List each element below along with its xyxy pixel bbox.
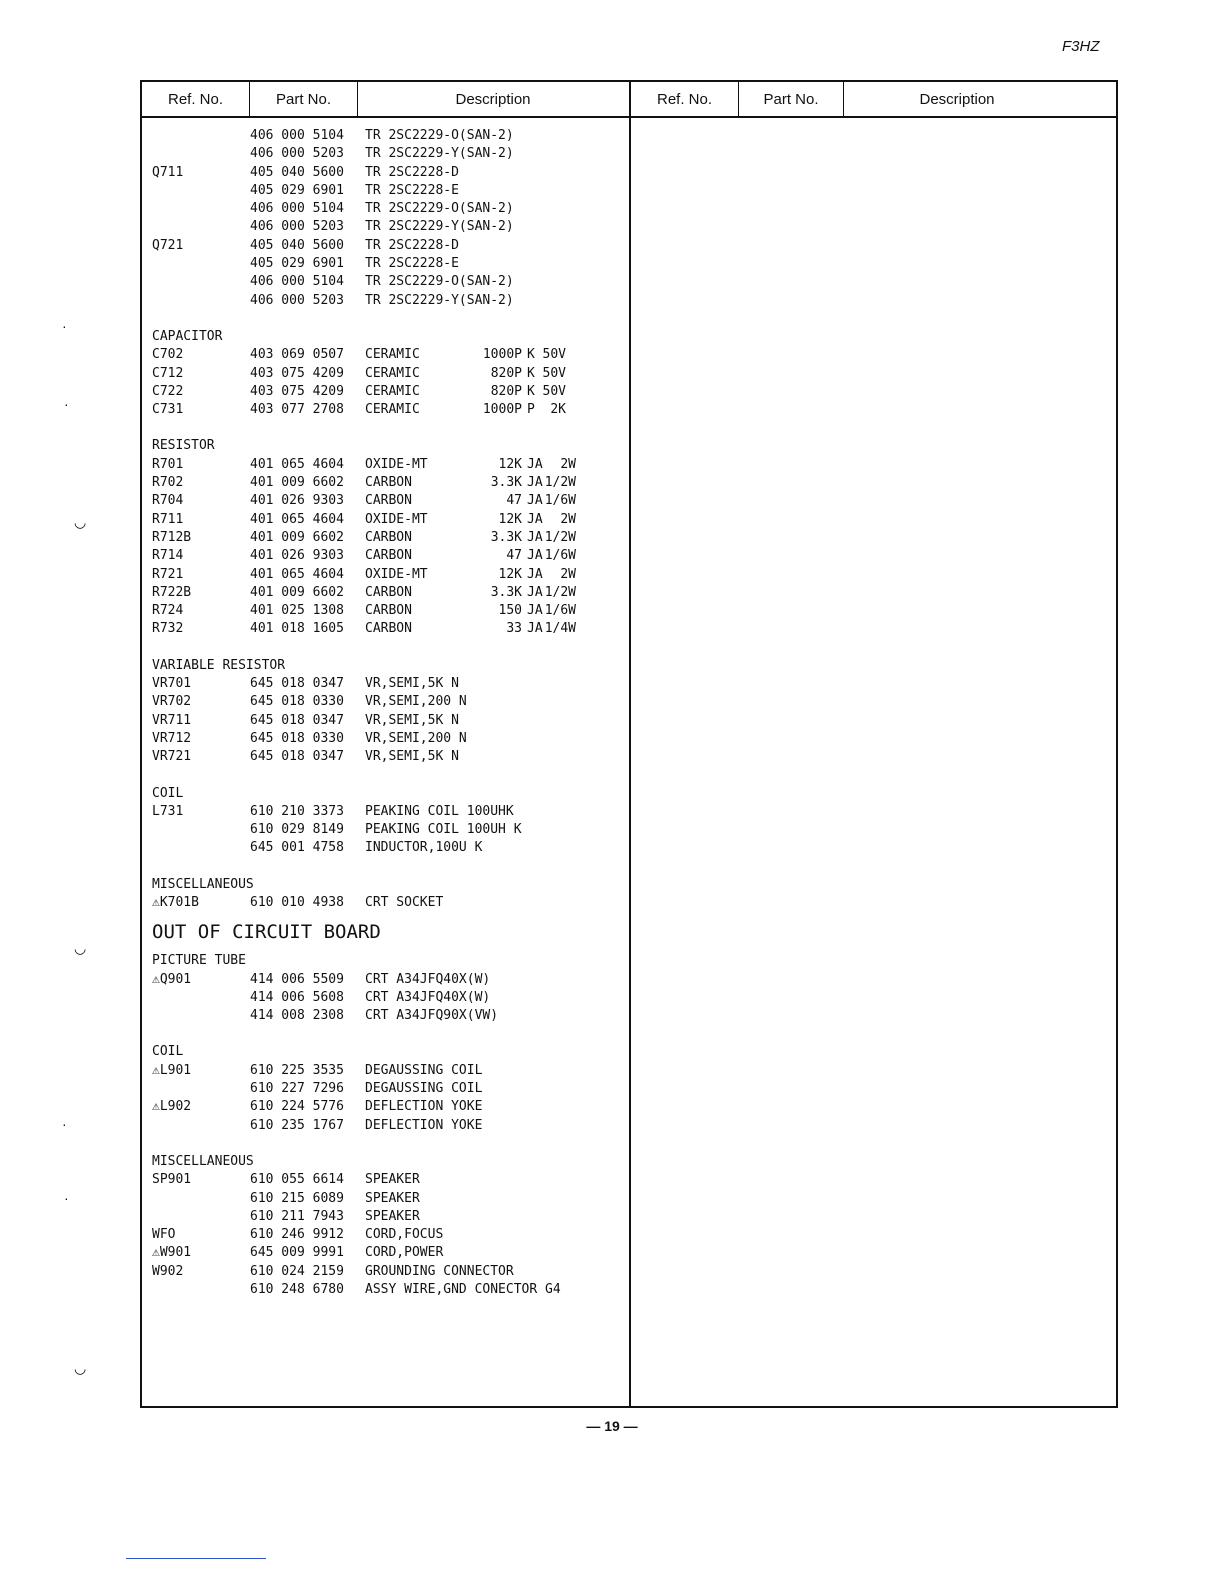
part-no: 414 006 5608 — [250, 989, 344, 1005]
part-no: 401 065 4604 — [250, 566, 344, 582]
ref-no: ⚠Q901 — [152, 971, 192, 987]
part-no: 610 010 4938 — [250, 894, 344, 910]
description: VR,SEMI,5K N — [365, 676, 459, 692]
description: CARBON — [365, 621, 412, 637]
section-heading: CAPACITOR — [152, 328, 223, 344]
ref-no: R732 — [152, 621, 184, 637]
description: TR 2SC2229-O(SAN-2) — [365, 201, 514, 217]
scan-mark: ◡ — [74, 514, 87, 530]
tolerance: K — [527, 347, 535, 363]
tolerance: K — [527, 365, 535, 381]
part-no: 610 055 6614 — [250, 1172, 344, 1188]
ref-no: VR712 — [152, 730, 192, 746]
description: CARBON — [365, 603, 412, 619]
part-row — [152, 675, 622, 693]
part-no: 610 211 7943 — [250, 1208, 344, 1224]
section-heading: MISCELLANEOUS — [152, 876, 254, 892]
page-number: — 19 — — [586, 1418, 638, 1434]
part-row — [152, 511, 622, 529]
part-no: 610 029 8149 — [250, 822, 344, 838]
header-ref-left: Ref. No. — [167, 90, 224, 108]
part-row — [152, 839, 622, 857]
part-no: 610 224 5776 — [250, 1099, 344, 1115]
ref-no: ⚠L901 — [152, 1062, 192, 1078]
value: 1000P — [482, 347, 522, 363]
description: OXIDE-MT — [365, 511, 428, 527]
part-row — [152, 492, 622, 510]
scan-mark: · — [62, 1116, 67, 1132]
part-no: 406 000 5104 — [250, 274, 344, 290]
part-no: 610 225 3535 — [250, 1062, 344, 1078]
tolerance: JA — [527, 511, 543, 527]
ref-no: Q711 — [152, 164, 184, 180]
description: CORD,POWER — [365, 1245, 444, 1261]
description: SPEAKER — [365, 1208, 420, 1224]
part-no: 645 018 0330 — [250, 730, 344, 746]
part-row — [152, 803, 622, 821]
tolerance: P — [527, 402, 535, 418]
part-row — [152, 693, 622, 711]
part-row — [152, 1281, 622, 1299]
section-heading: PICTURE TUBE — [152, 953, 246, 969]
description: VR,SEMI,200 N — [365, 694, 467, 710]
part-no: 414 008 2308 — [250, 1008, 344, 1024]
part-no: 403 077 2708 — [250, 402, 344, 418]
ref-no: VR702 — [152, 694, 192, 710]
part-no: 610 246 9912 — [250, 1227, 344, 1243]
description: GROUNDING CONNECTOR — [365, 1263, 514, 1279]
ref-no: C702 — [152, 347, 184, 363]
tolerance: JA — [527, 493, 543, 509]
description: PEAKING COIL 100UHK — [365, 803, 514, 819]
part-no: 610 210 3373 — [250, 803, 344, 819]
ref-no: Q721 — [152, 237, 184, 253]
part-row — [152, 620, 622, 638]
section-heading: COIL — [152, 1044, 184, 1060]
scan-mark: ◡ — [74, 940, 87, 956]
spacer — [152, 419, 622, 437]
part-no: 610 248 6780 — [250, 1282, 344, 1298]
ref-no: R704 — [152, 493, 184, 509]
part-no: 610 235 1767 — [250, 1117, 344, 1133]
value: 3.3K — [490, 475, 522, 491]
ref-no: W902 — [152, 1263, 184, 1279]
rating: 1/2W — [544, 529, 576, 545]
part-row — [152, 894, 622, 912]
description: CARBON — [365, 548, 412, 564]
part-no: 645 018 0330 — [250, 694, 344, 710]
ref-no: R701 — [152, 456, 184, 472]
value: 820P — [490, 383, 522, 399]
description: TR 2SC2229-Y(SAN-2) — [365, 292, 514, 308]
part-row — [152, 821, 622, 839]
ref-no: C722 — [152, 383, 184, 399]
part-row — [152, 292, 622, 310]
ref-no: R712B — [152, 529, 192, 545]
part-row — [152, 1117, 622, 1135]
tolerance: K — [527, 383, 535, 399]
scan-mark: · — [64, 1190, 69, 1206]
section-heading: RESISTOR — [152, 438, 215, 454]
description: OXIDE-MT — [365, 456, 428, 472]
header-desc-right: Description — [919, 90, 995, 108]
part-row — [152, 237, 622, 255]
description: TR 2SC2229-Y(SAN-2) — [365, 146, 514, 162]
major-heading: OUT OF CIRCUIT BOARD — [152, 921, 381, 944]
ref-no: VR701 — [152, 676, 192, 692]
part-row — [152, 200, 622, 218]
part-no: 401 025 1308 — [250, 603, 344, 619]
part-no: 645 001 4758 — [250, 840, 344, 856]
header-desc-left: Description — [455, 90, 531, 108]
part-row — [152, 1244, 622, 1262]
part-row — [152, 547, 622, 565]
part-row — [152, 255, 622, 273]
part-no: 645 018 0347 — [250, 749, 344, 765]
description: CERAMIC — [365, 383, 420, 399]
spacer — [152, 858, 622, 876]
spacer — [152, 1135, 622, 1153]
part-row — [152, 182, 622, 200]
description: CERAMIC — [365, 347, 420, 363]
tolerance: JA — [527, 529, 543, 545]
part-no: 645 018 0347 — [250, 676, 344, 692]
part-row — [152, 474, 622, 492]
part-no: 406 000 5203 — [250, 219, 344, 235]
description: TR 2SC2228-E — [365, 256, 459, 272]
column-divider — [629, 82, 631, 1406]
part-no: 405 040 5600 — [250, 237, 344, 253]
ref-no: R722B — [152, 584, 192, 600]
description: VR,SEMI,200 N — [365, 730, 467, 746]
description: CERAMIC — [365, 402, 420, 418]
tolerance: JA — [527, 603, 543, 619]
description: CRT A34JFQ40X(W) — [365, 971, 491, 987]
part-no: 610 227 7296 — [250, 1081, 344, 1097]
description: ASSY WIRE,GND CONECTOR G4 — [365, 1282, 561, 1298]
part-row — [152, 1226, 622, 1244]
spacer — [152, 310, 622, 328]
ref-no: ⚠L902 — [152, 1099, 192, 1115]
description: CRT A34JFQ90X(VW) — [365, 1008, 499, 1024]
description: VR,SEMI,5K N — [365, 749, 459, 765]
part-row — [152, 1080, 622, 1098]
rating: 2W — [560, 511, 576, 527]
part-row — [152, 1098, 622, 1116]
tolerance: JA — [527, 456, 543, 472]
part-no: 610 215 6089 — [250, 1190, 344, 1206]
part-no: 401 018 1605 — [250, 621, 344, 637]
header-part-left: Part No. — [275, 90, 332, 108]
part-no: 401 065 4604 — [250, 456, 344, 472]
header-part-right: Part No. — [763, 90, 819, 108]
description: PEAKING COIL 100UH K — [365, 822, 522, 838]
part-row — [152, 989, 622, 1007]
part-row — [152, 164, 622, 182]
part-row — [152, 346, 622, 364]
description: TR 2SC2228-E — [365, 182, 459, 198]
part-no: 401 009 6602 — [250, 584, 344, 600]
part-no: 401 026 9303 — [250, 493, 344, 509]
description: CARBON — [365, 493, 412, 509]
parts-list-table — [140, 80, 1118, 1408]
header-ref-right: Ref. No. — [656, 90, 713, 108]
value: 47 — [506, 493, 522, 509]
value: 12K — [498, 456, 522, 472]
part-no: 401 009 6602 — [250, 529, 344, 545]
part-no: 645 018 0347 — [250, 712, 344, 728]
section-heading: VARIABLE RESISTOR — [152, 657, 286, 673]
header-rule — [142, 116, 1116, 118]
description: TR 2SC2229-O(SAN-2) — [365, 274, 514, 290]
description: CARBON — [365, 529, 412, 545]
section-heading: MISCELLANEOUS — [152, 1153, 254, 1169]
ref-no: R702 — [152, 475, 184, 491]
ref-no: R721 — [152, 566, 184, 582]
rating: 1/2W — [544, 584, 576, 600]
part-no: 405 029 6901 — [250, 182, 344, 198]
description: SPEAKER — [365, 1172, 420, 1188]
part-row — [152, 748, 622, 766]
description: CRT A34JFQ40X(W) — [365, 989, 491, 1005]
value: 3.3K — [490, 584, 522, 600]
value: 47 — [506, 548, 522, 564]
description: DEFLECTION YOKE — [365, 1099, 483, 1115]
description: VR,SEMI,5K N — [365, 712, 459, 728]
part-row — [152, 730, 622, 748]
ref-no: SP901 — [152, 1172, 192, 1188]
rating: 1/6W — [544, 493, 576, 509]
part-row — [152, 602, 622, 620]
part-no: 406 000 5203 — [250, 146, 344, 162]
description: CARBON — [365, 584, 412, 600]
footer-rule — [126, 1558, 266, 1559]
ref-no: C731 — [152, 402, 184, 418]
ref-no: R711 — [152, 511, 184, 527]
part-row — [152, 1208, 622, 1226]
rating: 2W — [560, 566, 576, 582]
description: TR 2SC2229-Y(SAN-2) — [365, 219, 514, 235]
description: TR 2SC2228-D — [365, 237, 459, 253]
spacer — [152, 1025, 622, 1043]
part-row — [152, 127, 622, 145]
description: CARBON — [365, 475, 412, 491]
ref-no: R724 — [152, 603, 184, 619]
description: DEGAUSSING COIL — [365, 1062, 483, 1078]
model-code: F3HZ — [1062, 38, 1100, 55]
part-row — [152, 1062, 622, 1080]
part-no: 401 009 6602 — [250, 475, 344, 491]
part-row — [152, 529, 622, 547]
part-no: 405 040 5600 — [250, 164, 344, 180]
part-no: 406 000 5203 — [250, 292, 344, 308]
rating: 2W — [560, 456, 576, 472]
ref-no: VR721 — [152, 749, 192, 765]
ref-no: WFO — [152, 1227, 176, 1243]
part-no: 405 029 6901 — [250, 256, 344, 272]
scan-mark: · — [64, 396, 69, 412]
part-row — [152, 273, 622, 291]
part-no: 414 006 5509 — [250, 971, 344, 987]
part-row — [152, 584, 622, 602]
tolerance: JA — [527, 621, 543, 637]
part-no: 401 065 4604 — [250, 511, 344, 527]
tolerance: JA — [527, 475, 543, 491]
description: SPEAKER — [365, 1190, 420, 1206]
rating: 2K — [550, 402, 566, 418]
tolerance: JA — [527, 566, 543, 582]
part-no: 610 024 2159 — [250, 1263, 344, 1279]
ref-no: VR711 — [152, 712, 192, 728]
ref-no: C712 — [152, 365, 184, 381]
value: 3.3K — [490, 529, 522, 545]
part-row — [152, 1171, 622, 1189]
part-row — [152, 218, 622, 236]
part-no: 406 000 5104 — [250, 128, 344, 143]
rating: 1/6W — [544, 548, 576, 564]
part-no: 403 069 0507 — [250, 347, 344, 363]
scan-mark: · — [62, 318, 67, 334]
part-row — [152, 383, 622, 401]
spacer — [152, 767, 622, 785]
tolerance: JA — [527, 548, 543, 564]
part-no: 406 000 5104 — [250, 201, 344, 217]
parts-list-left — [152, 127, 622, 1299]
value: 150 — [498, 603, 522, 619]
rating: 1/2W — [544, 475, 576, 491]
value: 820P — [490, 365, 522, 381]
rating: 50V — [542, 383, 566, 399]
value: 12K — [498, 566, 522, 582]
part-row — [152, 1190, 622, 1208]
part-no: 403 075 4209 — [250, 365, 344, 381]
part-row — [152, 365, 622, 383]
description: INDUCTOR,100U K — [365, 840, 483, 856]
description: TR 2SC2229-O(SAN-2) — [365, 128, 514, 143]
description: CERAMIC — [365, 365, 420, 381]
ref-no: R714 — [152, 548, 184, 564]
part-row — [152, 145, 622, 163]
rating: 1/6W — [544, 603, 576, 619]
rating: 50V — [542, 347, 566, 363]
value: 1000P — [482, 402, 522, 418]
part-row — [152, 1263, 622, 1281]
part-row — [152, 401, 622, 419]
ref-no: ⚠W901 — [152, 1245, 192, 1261]
part-row — [152, 566, 622, 584]
description: DEGAUSSING COIL — [365, 1081, 483, 1097]
rating: 1/4W — [544, 621, 576, 637]
tolerance: JA — [527, 584, 543, 600]
part-row — [152, 1007, 622, 1025]
part-no: 401 026 9303 — [250, 548, 344, 564]
description: DEFLECTION YOKE — [365, 1117, 483, 1133]
description: TR 2SC2228-D — [365, 164, 459, 180]
part-row — [152, 456, 622, 474]
ref-no: L731 — [152, 803, 184, 819]
part-no: 645 009 9991 — [250, 1245, 344, 1261]
scan-mark: ◡ — [74, 1360, 87, 1376]
part-no: 403 075 4209 — [250, 383, 344, 399]
section-heading: COIL — [152, 785, 184, 801]
value: 12K — [498, 511, 522, 527]
value: 33 — [506, 621, 522, 637]
rating: 50V — [542, 365, 566, 381]
description: CORD,FOCUS — [365, 1227, 444, 1243]
description: CRT SOCKET — [365, 894, 444, 910]
spacer — [152, 639, 622, 657]
part-row — [152, 712, 622, 730]
description: OXIDE-MT — [365, 566, 428, 582]
part-row — [152, 971, 622, 989]
ref-no: ⚠K701B — [152, 894, 199, 910]
